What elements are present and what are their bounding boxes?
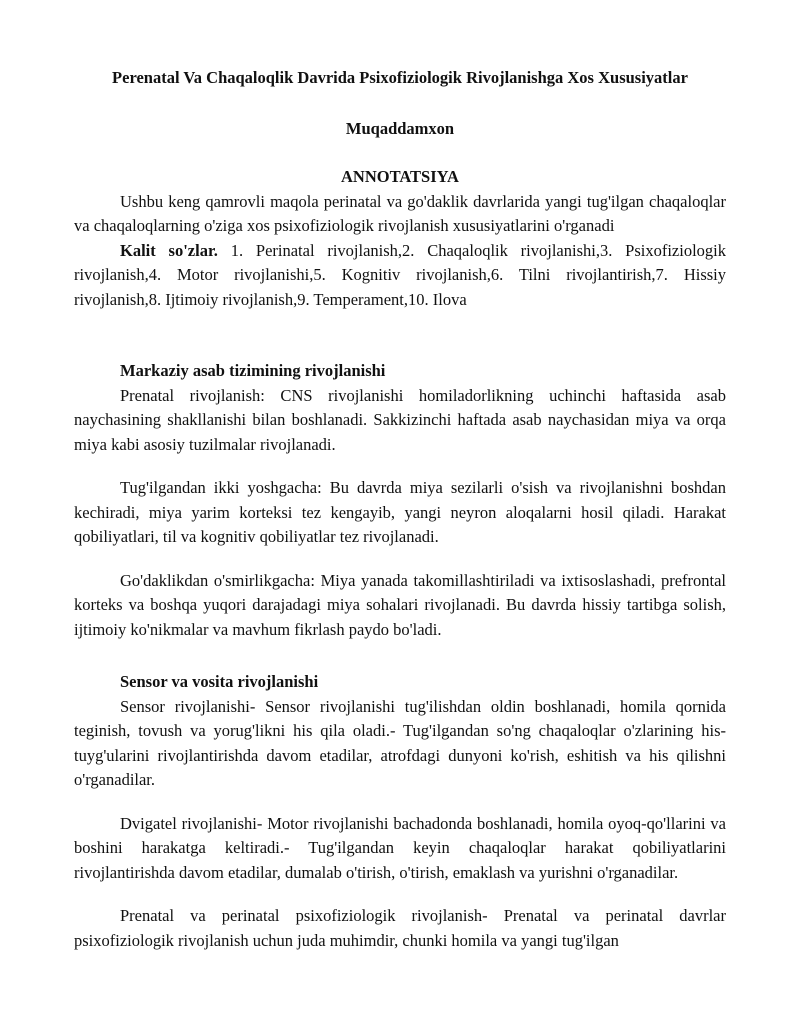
section-cns-paragraph-1: Prenatal rivojlanish: CNS rivojlanishi homiladorlikning uchinchi haftasida asab naychasining shakllanishi bilan boshlanadi. Sakkizinchi haftada asab naychasidan miya va orqa miya kabi asosiy tuzilmalar rivojlanadi. <box>74 385 726 454</box>
document-author: Muqaddamxon <box>345 118 455 138</box>
section-sensor-paragraph-2: Dvigatel rivojlanishi- Motor rivojlanishi bachadonda boshlanadi, homila oyoq-qo'llarini va boshini harakatga keltiradi.- Tug'ilgandan keyin chaqaloqlar harakat qobiliyatlarini rivojlantirishda davom etadilar, dumalab o'tirish, o'tirish, emaklash va yurishni o'rganadilar. <box>74 813 726 882</box>
keywords-paragraph <box>74 239 726 313</box>
section-heading-sensor-motor: Sensor va vosita rivojlanishi <box>120 672 319 691</box>
section-cns-paragraph-2: Tug'ilgandan ikki yoshgacha: Bu davrda miya sezilarli o'sish va rivojlanishni boshdan kechiradi, miya yarim korteksi tez kengayib, yangi neyron aloqalarni hosil qiladi. Harakat qobiliyatlari, til va kognitiv qobiliyatlar tez rivojlanadi. <box>74 478 726 546</box>
keywords-text: 1. Perinatal rivojlanish,2. Chaqaloqlik rivojlanishi,3. Psixofiziologik rivojlanish,4. Motor rivojlanishi,5. Kognitiv rivojlanish,6. Tilni rivojlantirish,7. Hissiy rivojlanish,8. Ijtimoiy rivojlanish,9. Temperament,10. Ilova <box>74 240 726 309</box>
annotation-heading: ANNOTATSIYA <box>341 167 459 186</box>
section-heading-cns: Markaziy asab tizimining rivojlanishi <box>120 361 386 380</box>
document-page <box>74 66 726 953</box>
section-sensor-paragraph-1: Sensor rivojlanishi- Sensor rivojlanishi tug'ilishdan oldin boshlanadi, homila qornida teginish, tovush va yorug'likni his qila oladi.- Tug'ilgandan so'ng chaqaloqlar o'zlarining his-tuyg'ularini rivojlantirishda davom etadilar, atrofdagi dunyoni ko'rish, eshitish va his qilishni o'rganadilar. <box>74 696 726 789</box>
document-title: Perenatal Va Chaqaloqlik Davrida Psixofiziologik Rivojlanishga Xos Xususiyatlar <box>112 68 688 87</box>
section-cns-paragraph-3: Go'daklikdan o'smirlikgacha: Miya yanada takomillashtiriladi va ixtisoslashadi, prefrontal korteks va boshqa yuqori darajadagi miya sohalari rivojlanadi. Bu davrda hissiy tartibga solish, ijtimoiy ko'nikmalar va mavhum fikrlash paydo bo'ladi. <box>74 570 726 639</box>
keywords-label: Kalit so'zlar. <box>120 240 218 260</box>
annotation-paragraph: Ushbu keng qamrovli maqola perinatal va go'daklik davrlarida yangi tug'ilgan chaqaloqlar va chaqaloqlarning o'ziga xos psixofiziologik rivojlanish xususiyatlarini o'rganadi <box>74 191 726 235</box>
section-sensor-paragraph-3: Prenatal va perinatal psixofiziologik rivojlanish- Prenatal va perinatal davrlar psixofiziologik rivojlanish uchun juda muhimdir, chunki homila va yangi tug'ilgan <box>74 906 726 950</box>
